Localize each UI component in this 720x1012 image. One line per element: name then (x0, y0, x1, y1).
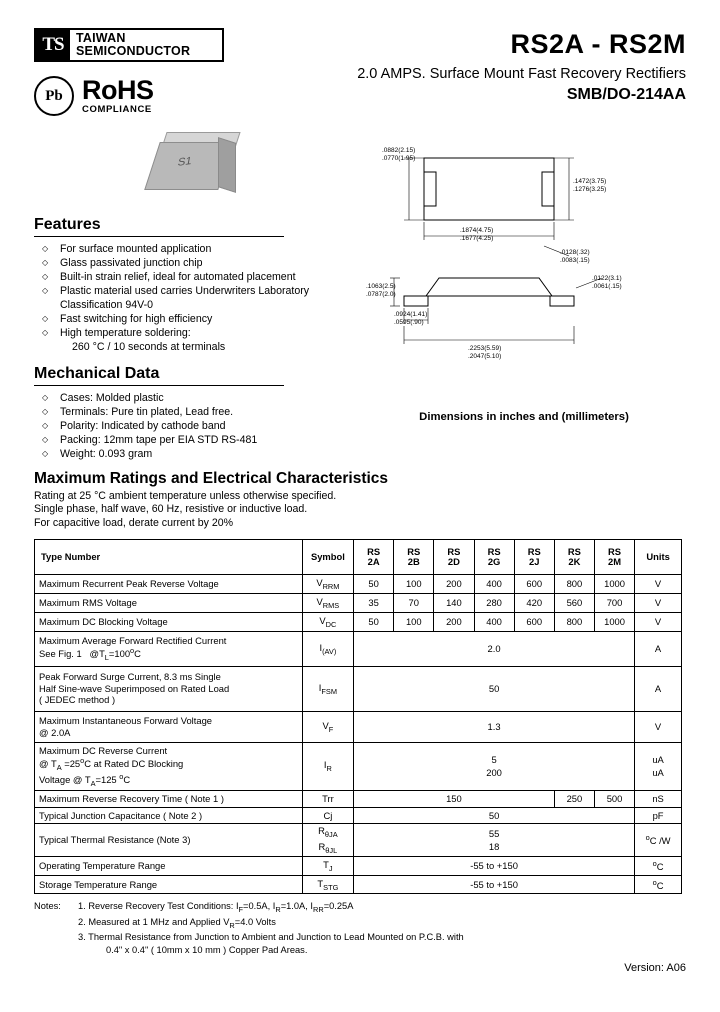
row-desc: Typical Junction Capacitance ( Note 2 ) (35, 807, 303, 823)
table-row (35, 666, 682, 711)
row-value: 800 (554, 612, 594, 631)
diamond-bullet-icon: ◇ (42, 327, 49, 337)
row-value: 800 (554, 574, 594, 593)
note-item-continued: 0.4" x 0.4" ( 10mm x 10 mm ) Copper Pad Areas. (106, 944, 308, 955)
svg-text:.1677(4.25): .1677(4.25) (460, 235, 494, 242)
dimensions-caption: Dimensions in inches and (millimeters) (419, 411, 629, 423)
row-symbol: $I_{(AV)}$ (302, 631, 353, 666)
note-item: 2. Measured at 1 MHz and Applied $V_R=4.0$ Volts (78, 916, 276, 930)
table-row (35, 856, 682, 875)
feature-text: Glass passivated junction chip (60, 256, 203, 269)
row-value-span: 55 18 (354, 823, 635, 856)
feature-text: For surface mounted application (60, 243, 212, 255)
diamond-bullet-icon: ◇ (42, 448, 49, 458)
row-unit: pF (635, 807, 682, 823)
list-item (34, 243, 364, 257)
svg-text:.0122(3.1): .0122(3.1) (592, 275, 622, 282)
row-symbol: $V_{RMS}$ (302, 593, 353, 612)
table-row (35, 823, 682, 856)
row-desc: Maximum Recurrent Peak Reverse Voltage (35, 574, 303, 593)
svg-text:.1276(3.25): .1276(3.25) (573, 186, 607, 193)
diamond-bullet-icon: ◇ (42, 420, 49, 430)
row-symbol: Trr (302, 791, 353, 807)
row-value: 70 (394, 593, 434, 612)
content-middle (34, 122, 686, 462)
col-type-number: Type Number (35, 539, 303, 574)
dimension-svg (364, 128, 684, 398)
row-value: 600 (514, 574, 554, 593)
list-item (34, 313, 364, 327)
list-item (34, 257, 364, 271)
diamond-bullet-icon: ◇ (42, 313, 49, 323)
svg-text:.0924(1.41): .0924(1.41) (394, 311, 428, 318)
title-block (357, 28, 686, 104)
list-item (34, 285, 364, 313)
svg-text:.0770(1.95): .0770(1.95) (382, 155, 416, 162)
mechanical-text: Terminals: Pure tin plated, Lead free. (60, 405, 234, 418)
version-label: Version: A06 (624, 962, 686, 974)
diamond-bullet-icon: ◇ (42, 257, 49, 267)
row-symbol: $V_{RRM}$ (302, 574, 353, 593)
rohs-text (82, 77, 154, 115)
table-row (35, 791, 682, 807)
table-row (35, 612, 682, 631)
package-photo (134, 128, 274, 206)
row-value: 600 (514, 612, 554, 631)
row-unit: V (635, 574, 682, 593)
diamond-bullet-icon: ◇ (42, 244, 49, 253)
table-row (35, 574, 682, 593)
ratings-note-2: Single phase, half wave, 60 Hz, resistive or inductive load. (34, 503, 308, 516)
table-row (35, 631, 682, 666)
list-item (34, 392, 364, 406)
row-unit: $^o$C /W (635, 823, 682, 856)
col-part-rs2b: RS 2B (394, 539, 434, 574)
row-value-span: -55 to +150 (354, 875, 635, 894)
page-header (34, 28, 686, 116)
ratings-note-3: For capacitive load, derate current by 20% (34, 517, 234, 530)
company-logo (34, 28, 224, 62)
col-part-rs2d: RS 2D (434, 539, 474, 574)
row-unit: V (635, 593, 682, 612)
svg-text:.1874(4.75): .1874(4.75) (460, 227, 494, 234)
notes-label: Notes: (34, 901, 61, 912)
row-value: 100 (394, 612, 434, 631)
col-part-rs2a: RS 2A (354, 539, 394, 574)
row-value-span: 50 (354, 666, 635, 711)
col-part-rs2k: RS 2K (554, 539, 594, 574)
row-value: 35 (354, 593, 394, 612)
left-column (34, 122, 364, 462)
list-item (34, 434, 364, 448)
row-unit: $^o$C (635, 875, 682, 894)
company-name (70, 30, 222, 60)
row-desc: Maximum Average Forward Rectified Current See Fig. 1 $@T_L=100^oC$ (35, 631, 303, 666)
note-item: 3. Thermal Resistance from Junction to Ambient and Junction to Lead Mounted on P.C.B. with (78, 931, 464, 942)
list-item (34, 406, 364, 420)
feature-text: High temperature soldering: (60, 326, 191, 339)
table-row (35, 593, 682, 612)
table-row (35, 807, 682, 823)
row-value-span: -55 to +150 (354, 856, 635, 875)
row-unit: nS (635, 791, 682, 807)
feature-text: 260 °C / 10 seconds at terminals (72, 340, 226, 353)
row-symbol: $R_{\theta JA}$ $R_{\theta JL}$ (302, 823, 353, 856)
ratings-note-1: Rating at 25 °C ambient temperature unless otherwise specified. (34, 489, 337, 502)
logo-mark-icon: TS (36, 30, 70, 60)
list-item (34, 327, 364, 341)
row-value: 200 (434, 612, 474, 631)
row-value-group: 150 (354, 791, 555, 807)
feature-text: Plastic material used carries Underwriters Laboratory Classification 94V-0 (60, 284, 310, 311)
right-column (364, 122, 684, 462)
note-item: 1. Reverse Recovery Test Conditions: $I_F=0.5A$, $I_R=1.0A$, $I_{RR}=0.25A$ (78, 901, 354, 915)
row-desc: Typical Thermal Resistance (Note 3) (35, 823, 303, 856)
page-title: RS2A - RS2M (510, 29, 686, 59)
row-value: 560 (554, 593, 594, 612)
col-units: Units (635, 539, 682, 574)
diamond-bullet-icon: ◇ (42, 271, 49, 281)
mechanical-text: Packing: 12mm tape per EIA STD RS-481 (60, 433, 258, 446)
row-value: 50 (354, 612, 394, 631)
row-desc: Storage Temperature Range (35, 875, 303, 894)
table-row (35, 711, 682, 742)
col-part-rs2m: RS 2M (594, 539, 634, 574)
svg-text:.2253(5.59): .2253(5.59) (468, 345, 502, 352)
row-symbol: $V_F$ (302, 711, 353, 742)
diamond-bullet-icon: ◇ (42, 285, 49, 295)
footnotes (34, 900, 686, 956)
row-desc: Maximum RMS Voltage (35, 593, 303, 612)
diamond-bullet-icon: ◇ (42, 406, 49, 416)
rohs-compliance-label: COMPLIANCE (82, 104, 152, 116)
mechanical-text: Weight: 0.093 gram (60, 447, 153, 460)
feature-text: Fast switching for high efficiency (60, 312, 213, 325)
svg-text:.0061(.15): .0061(.15) (592, 283, 622, 290)
svg-text:.0083(.15): .0083(.15) (560, 257, 590, 264)
row-unit: A (635, 666, 682, 711)
row-value: 200 (434, 574, 474, 593)
row-unit: V (635, 612, 682, 631)
row-value: 700 (594, 593, 634, 612)
row-value: 50 (354, 574, 394, 593)
svg-text:.0882(2.15): .0882(2.15) (382, 147, 416, 154)
company-name-line1: TAIWAN (76, 30, 126, 45)
row-value: 420 (514, 593, 554, 612)
row-value-span: 50 (354, 807, 635, 823)
ratings-table (34, 539, 682, 895)
svg-text:.0787(2.0): .0787(2.0) (366, 291, 396, 298)
brand-block (34, 28, 244, 116)
features-list (34, 243, 364, 355)
mechanical-list (34, 392, 364, 462)
mechanical-text: Polarity: Indicated by cathode band (60, 419, 226, 432)
row-value: 1000 (594, 612, 634, 631)
table-row (35, 875, 682, 894)
row-value: 400 (474, 574, 514, 593)
row-value: 140 (434, 593, 474, 612)
list-item (34, 271, 364, 285)
package-side-face (218, 137, 236, 193)
row-unit: $^o$C (635, 856, 682, 875)
table-header-row (35, 539, 682, 574)
feature-text: Built-in strain relief, ideal for automated placement (60, 270, 296, 283)
rohs-badge (34, 76, 244, 116)
list-item (34, 448, 364, 462)
package-title: SMB/DO-214AA (566, 85, 686, 103)
row-symbol: $I_{FSM}$ (302, 666, 353, 711)
row-desc: Maximum Instantaneous Forward Voltage @ 2.0A (35, 711, 303, 742)
package-dimension-drawing (364, 128, 684, 403)
table-body (35, 574, 682, 894)
row-symbol: $I_R$ (302, 742, 353, 791)
page-subtitle: 2.0 AMPS. Surface Mount Fast Recovery Rectifiers (357, 65, 686, 82)
row-unit: A (635, 631, 682, 666)
row-symbol: Cj (302, 807, 353, 823)
diamond-bullet-icon: ◇ (42, 434, 49, 444)
row-symbol: $V_{DC}$ (302, 612, 353, 631)
row-desc: Maximum DC Blocking Voltage (35, 612, 303, 631)
row-value-span: 2.0 (354, 631, 635, 666)
table-row (35, 742, 682, 791)
row-symbol: $T_{STG}$ (302, 875, 353, 894)
row-value-span: 5 200 (354, 742, 635, 791)
svg-text:.0128(.32): .0128(.32) (560, 249, 590, 256)
row-desc: Peak Forward Surge Current, 8.3 ms Single Half Sine-wave Superimposed on Rated Load ( JEDEC method ) (35, 666, 303, 711)
row-value-group: 500 (594, 791, 634, 807)
ratings-heading: Maximum Ratings and Electrical Characteristics (34, 469, 389, 487)
row-unit: V (635, 711, 682, 742)
mechanical-text: Cases: Molded plastic (60, 391, 164, 404)
row-desc: Maximum Reverse Recovery Time ( Note 1 ) (35, 791, 303, 807)
row-value-group: 250 (554, 791, 594, 807)
list-item-continued (34, 341, 364, 355)
row-desc: Maximum DC Reverse Current @ $T_A =25^oC$ at Rated DC Blocking Voltage @ $T_A=125$ $^o$C (35, 742, 303, 791)
row-symbol: $T_J$ (302, 856, 353, 875)
diamond-bullet-icon: ◇ (42, 392, 49, 402)
features-heading: Features (34, 216, 284, 237)
row-value: 280 (474, 593, 514, 612)
lead-free-icon: Pb (34, 76, 74, 116)
col-symbol: Symbol (302, 539, 353, 574)
row-value: 1000 (594, 574, 634, 593)
rohs-label: RoHS (82, 75, 154, 106)
col-part-rs2j: RS 2J (514, 539, 554, 574)
package-marking: S1 (176, 155, 193, 169)
row-value-span: 1.3 (354, 711, 635, 742)
notes-body (78, 900, 686, 956)
svg-text:.1472(3.75): .1472(3.75) (573, 178, 607, 185)
col-part-rs2g: RS 2G (474, 539, 514, 574)
svg-text:.2047(5.10): .2047(5.10) (468, 353, 502, 360)
svg-text:.1063(2.5): .1063(2.5) (366, 283, 396, 290)
company-name-line2: SEMICONDUCTOR (76, 44, 191, 58)
row-value: 100 (394, 574, 434, 593)
row-value: 400 (474, 612, 514, 631)
row-desc: Operating Temperature Range (35, 856, 303, 875)
row-unit: uA uA (635, 742, 682, 791)
svg-text:.0595(.90): .0595(.90) (394, 319, 424, 326)
mechanical-heading: Mechanical Data (34, 365, 284, 386)
list-item (34, 420, 364, 434)
